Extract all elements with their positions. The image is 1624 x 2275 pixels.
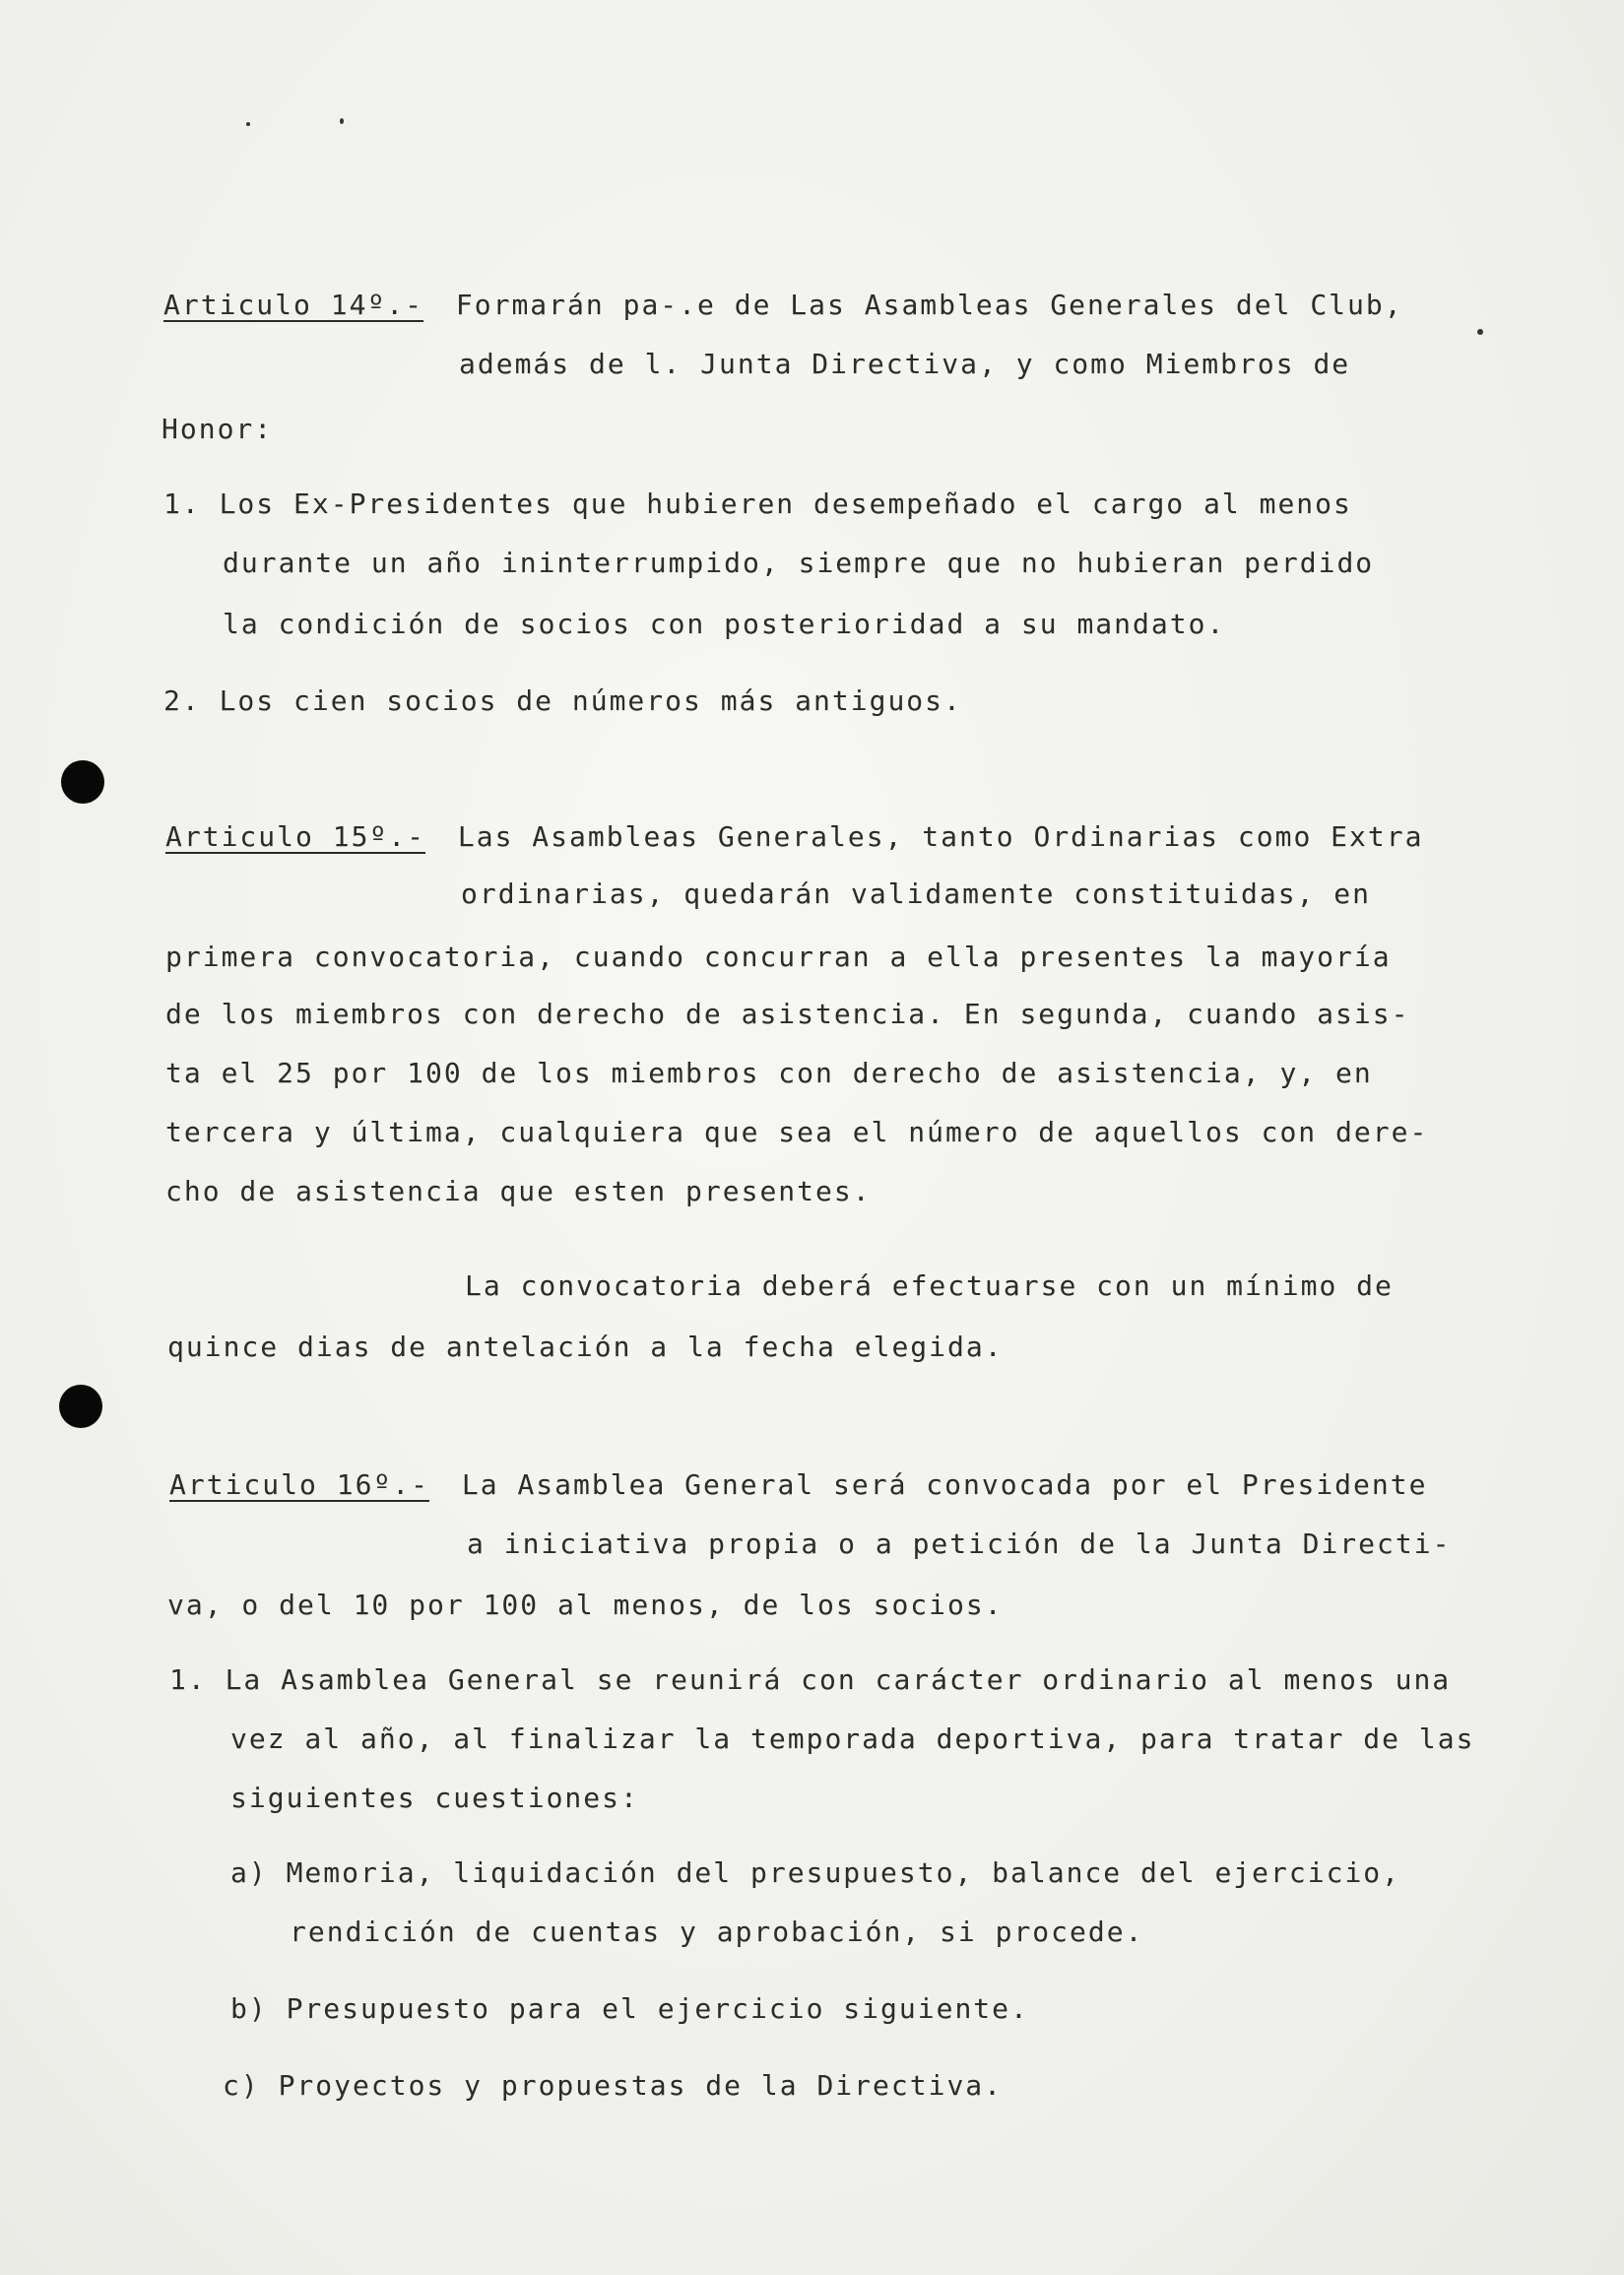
art16-item1-l2: vez al año, al finalizar la temporada deportiva, para tratar de las: [230, 1722, 1475, 1755]
art15-label: Articulo 15º.-: [165, 820, 426, 853]
art14-line2: además de l. Junta Directiva, y como Miembros de: [459, 348, 1351, 380]
art16-heading-line: [169, 1467, 1427, 1503]
art14-line3: Honor:: [162, 413, 274, 445]
art16-sub-a-l1: a) Memoria, liquidación del presupuesto, balance del ejercicio,: [230, 1856, 1401, 1889]
art14-item2: 2. Los cien socios de números más antiguos.: [163, 684, 962, 717]
art15-line2: ordinarias, quedarán validamente constituidas, en: [461, 878, 1372, 910]
art16-sub-a-l2: rendición de cuentas y aprobación, si procede.: [290, 1916, 1144, 1948]
art14-label: Articulo 14º.-: [163, 289, 424, 321]
art15-para2-l2: quince dias de antelación a la fecha elegida.: [167, 1331, 1004, 1363]
art16-sub-c: c) Proyectos y propuestas de la Directiva.: [223, 2069, 1004, 2102]
art16-line1: La Asamblea General será convocada por el Presidente: [461, 1468, 1428, 1501]
art16-line2: a iniciativa propia o a petición de la Junta Directi-: [467, 1528, 1452, 1560]
speck: [246, 122, 250, 126]
art16-item1-l3: siguientes cuestiones:: [230, 1782, 639, 1814]
punch-hole-top: [61, 760, 104, 804]
art15-para2-l1: La convocatoria deberá efectuarse con un mínimo de: [465, 1269, 1394, 1302]
art16-label: Articulo 16º.-: [169, 1468, 430, 1501]
art15-line3: primera convocatoria, cuando concurran a ella presentes la mayoría: [165, 941, 1392, 973]
art14-heading-line: [163, 288, 1403, 323]
art14-item1-l3: la condición de socios con posterioridad a su mandato.: [223, 608, 1226, 640]
art16-sub-b: b) Presupuesto para el ejercicio siguiente.: [230, 1992, 1029, 2025]
art16-item1-l1: 1. La Asamblea General se reunirá con carácter ordinario al menos una: [169, 1663, 1452, 1696]
art16-line3: va, o del 10 por 100 al menos, de los socios.: [167, 1589, 1004, 1621]
art15-heading-line: [165, 819, 1423, 855]
art15-line1: Las Asambleas Generales, tanto Ordinarias como Extra: [457, 820, 1424, 853]
art15-line4: de los miembros con derecho de asistencia. En segunda, cuando asis-: [165, 998, 1410, 1030]
art14-item1-l1: 1. Los Ex-Presidentes que hubieren desempeñado el cargo al menos: [163, 488, 1352, 520]
punch-hole-bottom: [59, 1385, 102, 1428]
art14-line1: Formarán pa-.e de Las Asambleas Generales del Club,: [455, 289, 1403, 321]
speck: [340, 118, 344, 124]
art15-line6: tercera y última, cualquiera que sea el número de aquellos con dere-: [165, 1116, 1429, 1148]
art15-line5: ta el 25 por 100 de los miembros con derecho de asistencia, y, en: [165, 1057, 1373, 1089]
speck: [1477, 329, 1483, 335]
art14-item1-l2: durante un año ininterrumpido, siempre que no hubieran perdido: [223, 547, 1375, 579]
art15-line7: cho de asistencia que esten presentes.: [165, 1175, 872, 1207]
